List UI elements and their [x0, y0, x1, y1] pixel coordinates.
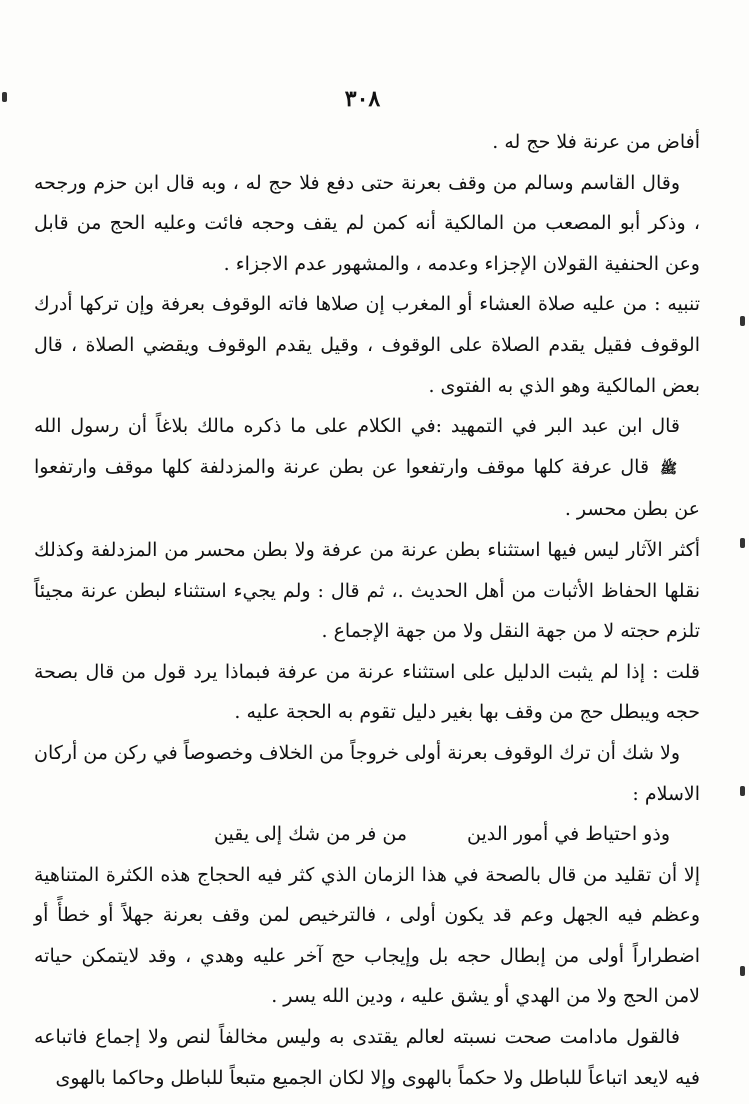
- paragraph-9: فالقول مادامت صحت نسبته لعالم يقتدى به وليس مخالفاً لنص ولا إجماع فاتباعه فيه لايعد اتباعاً للباطل ولا حكماً بالهوى وإلا لكان الجميع متبعاً للباطل وحاكما بالهوى: [34, 1026, 700, 1089]
- verse-second-hemistich: من فر من شك إلى يقين: [214, 823, 408, 846]
- paragraph-1: أفاض من عرنة فلا حج له .: [492, 131, 700, 153]
- verse-first-hemistich: وذو احتياط في أمور الدين: [467, 823, 670, 846]
- paragraph-7: ولا شك أن ترك الوقوف بعرنة أولى خروجاً من الخلاف وخصوصاً في ركن من أركان الاسلام :: [34, 741, 700, 805]
- body-text: [34, 122, 700, 1098]
- margin-mark: [740, 316, 745, 326]
- paragraph-6: قلت : إذا لم يثبت الدليل على استثناء عرنة من عرفة فبماذا يرد قول من قال بصحة حجه ويبطل حج من وقف بها بغير دليل تقوم به الحجة عليه .: [34, 660, 700, 724]
- page-number: ٣٠٨: [344, 86, 381, 112]
- margin-mark: [740, 786, 745, 796]
- paragraph-3: تنبيه : من عليه صلاة العشاء أو المغرب إن صلاها فاته الوقوف بعرفة وإن تركها أدرك الوقوف فقيل يقدم الصلاة على الوقوف ، وقيل يقدم الوقوف ويقضي الصلاة ، قال بعض المالكية وهو الذي به الفتوى .: [34, 293, 700, 397]
- paragraph-4-text: قال ابن عبد البر في التمهيد :في الكلام على ما ذكره مالك بلاغاً أن رسول الله: [34, 415, 680, 438]
- margin-mark: [740, 966, 745, 976]
- paragraph-4: [34, 406, 700, 530]
- paragraph-5: أكثر الآثار ليس فيها استثناء بطن عرنة من عرفة ولا بطن محسر من المزدلفة وكذلك نقلها الحفاظ الأثبات من أهل الحديث .، ثم قال : ولم يجيء استثناء لبطن عرنة مجيئاً تلزم حجته لا من جهة النقل ولا من جهة الإجماع .: [34, 538, 700, 643]
- honorific-symbol: ﷺ: [660, 460, 677, 477]
- margin-mark: [740, 538, 745, 548]
- poetry-verse: [34, 814, 700, 855]
- paragraph-2: وقال القاسم وسالم من وقف بعرنة حتى دفع فلا حج له ، وبه قال ابن حزم ورجحه ، وذكر أبو المصعب من المالكية أنه كمن لم يقف وحجه فائت وعليه الحج من قابل وعن الحنفية القولان الإجزاء وعدمه ، والمشهور عدم الاجزاء .: [34, 171, 700, 275]
- paragraph-8: إلا أن تقليد من قال بالصحة في هذا الزمان الذي كثر فيه الحجاج هذه الكثرة المتناهية وعظم فيه الجهل وعم قد يكون أولى ، فالترخيص لمن وقف بعرنة جهلاً أو خطأً أو اضطراراً أولى من إبطال حجه بل وإيجاب حج آخر عليه وهدي ، وقد لايتمكن حياته لامن الحج ولا من الهدي أو يشق عليه ، ودين الله يسر .: [34, 863, 700, 1008]
- paragraph-4-text-after: قال عرفة كلها موقف وارتفعوا عن بطن عرنة والمزدلفة كلها موقف وارتفعوا عن بطن محسر .: [34, 455, 700, 521]
